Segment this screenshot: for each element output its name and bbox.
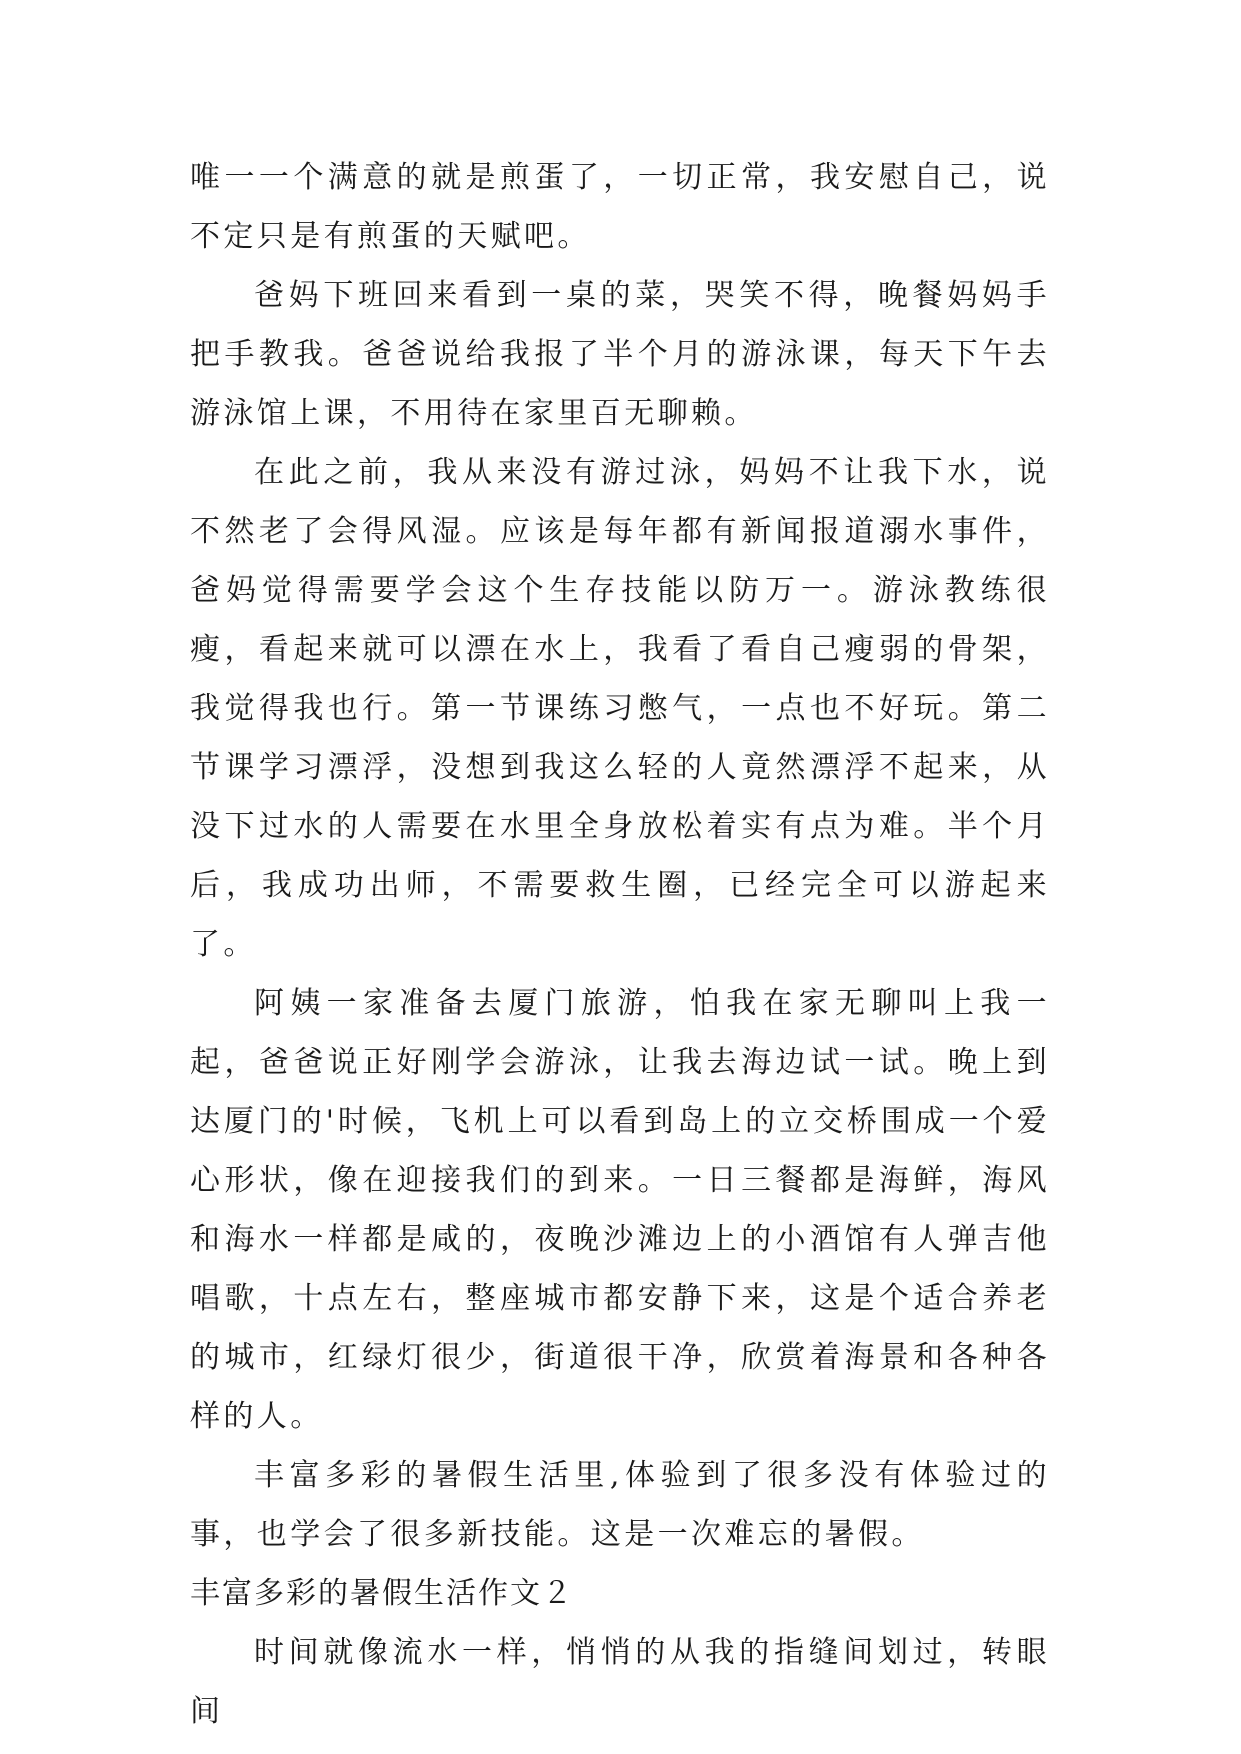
section-heading: 丰富多彩的暑假生活作文２ [190,1576,574,1611]
paragraph-1: 唯一一个满意的就是煎蛋了，一切正常，我安慰自己，说不定只是有煎蛋的天赋吧。 [190,160,1050,254]
paragraph-2: 爸妈下班回来看到一桌的菜，哭笑不得，晚餐妈妈手把手教我。爸爸说给我报了半个月的游泳课，每天下午去游泳馆上课，不用待在家里百无聊赖。 [190,278,1050,431]
paragraph-5: 丰富多彩的暑假生活里,体验到了很多没有体验过的事，也学会了很多新技能。这是一次难忘的暑假。 [190,1458,1050,1552]
paragraph-4: 阿姨一家准备去厦门旅游，怕我在家无聊叫上我一起，爸爸说正好刚学会游泳，让我去海边试一试。晚上到达厦门的'时候，飞机上可以看到岛上的立交桥围成一个爱心形状，像在迎接我们的到来。一日三餐都是海鲜，海风和海水一样都是咸的，夜晚沙滩边上的小酒馆有人弹吉他唱歌，十点左右，整座城市都安静下来，这是个适合养老的城市，红绿灯很少，街道很干净，欣赏着海景和各种各样的人。 [190,986,1050,1434]
paragraph-6: 时间就像流水一样，悄悄的从我的指缝间划过，转眼间 [190,1635,1050,1729]
paragraph-3: 在此之前，我从来没有游过泳，妈妈不让我下水，说不然老了会得风湿。应该是每年都有新闻报道溺水事件，爸妈觉得需要学会这个生存技能以防万一。游泳教练很瘦，看起来就可以漂在水上，我看了看自己瘦弱的骨架，我觉得我也行。第一节课练习憋气，一点也不好玩。第二节课学习漂浮，没想到我这么轻的人竟然漂浮不起来，从没下过水的人需要在水里全身放松着实有点为难。半个月后，我成功出师，不需要救生圈，已经完全可以游起来了。 [190,455,1050,962]
document-body [190,148,1050,1741]
